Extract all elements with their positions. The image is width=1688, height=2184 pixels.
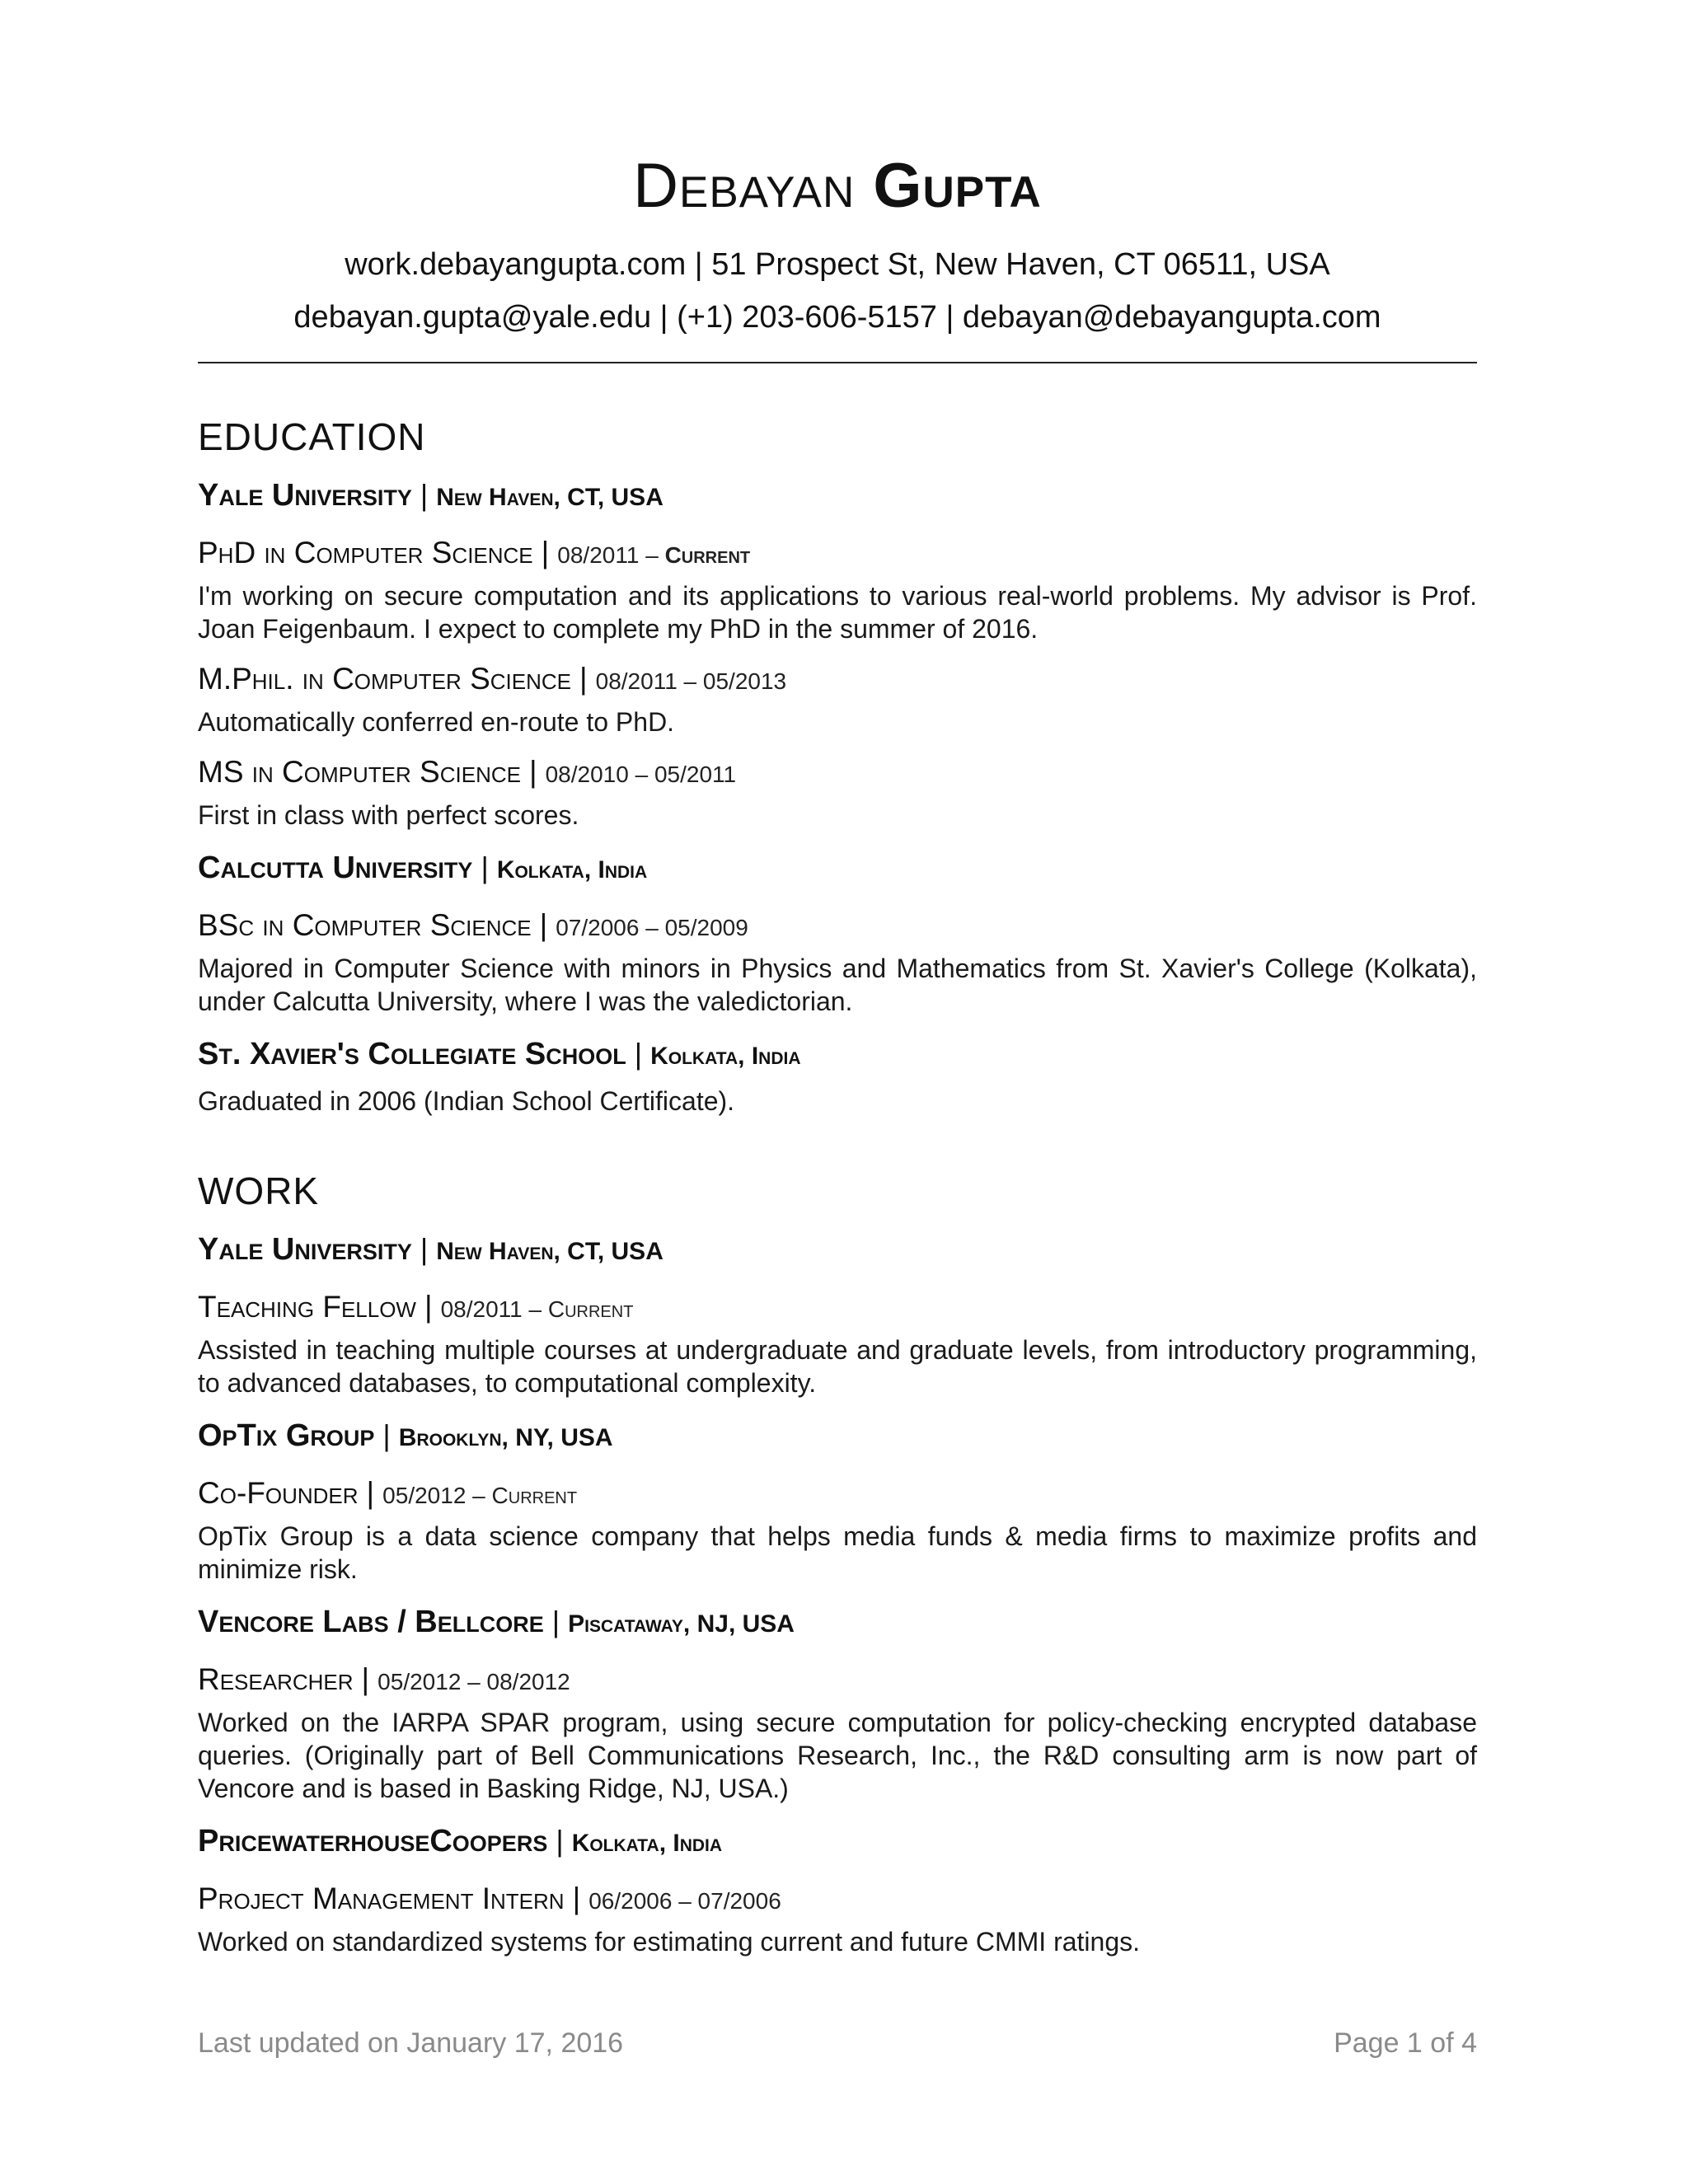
job-dates: 08/2011 – Current: [440, 1296, 634, 1323]
degree-description: First in class with perfect scores.: [198, 800, 579, 831]
job-title: Researcher: [198, 1662, 354, 1697]
first-name: Debayan: [633, 151, 856, 221]
job-description: Assisted in teaching multiple courses at undergraduate and graduate levels, from introductory programming, to advanced databases, to computational complexity.: [198, 1335, 1477, 1399]
contact-info: [198, 238, 1477, 344]
org-name: Yale University: [198, 1232, 412, 1268]
last-name: Gupta: [873, 151, 1042, 221]
contact-line-1: work.debayangupta.com | 51 Prospect St, New Haven, CT 06511, USA: [345, 247, 1330, 283]
org-heading: Yale University | New Haven, CT, USA: [198, 1232, 663, 1268]
degree-dates: 08/2010 – 05/2011: [545, 762, 737, 788]
job-description: OpTix Group is a data science company that helps media funds & media firms to maximize profits and minimize risk.: [198, 1521, 1477, 1585]
org-heading: Vencore Labs / Bellcore | Piscataway, NJ, USA: [198, 1605, 795, 1640]
degree-title: MS in Computer Science: [198, 755, 521, 790]
org-location: Kolkata, India: [650, 1043, 801, 1071]
degree-dates: 08/2011 – Current: [557, 542, 751, 569]
org-location: Piscataway, NJ, USA: [568, 1610, 795, 1638]
org-heading: OpTix Group | Brooklyn, NY, USA: [198, 1418, 613, 1454]
job-description: Worked on the IARPA SPAR program, using secure computation for policy-checking encrypted database queries. (Originally part of Bell Communications Research, Inc., the R&D consulting arm is now part of Vencore and is based in Basking Ridge, NJ, USA.): [198, 1708, 1477, 1804]
degree-description: Automatically conferred en-route to PhD.: [198, 707, 675, 738]
degree-title: BSc in Computer Science: [198, 908, 532, 943]
job-dates: 05/2012 – 08/2012: [377, 1669, 570, 1695]
degree-description: Majored in Computer Science with minors in Physics and Mathematics from St. Xavier's College (Kolkata), under Calcutta University, where I was the valedictorian.: [198, 954, 1477, 1017]
work-heading: WORK: [198, 1169, 320, 1213]
org-heading: PricewaterhouseCoopers | Kolkata, India: [198, 1824, 723, 1859]
degree-dates: 08/2011 – 05/2013: [595, 668, 787, 695]
org-name: Yale University: [198, 478, 412, 513]
resume-name: [198, 148, 1477, 223]
org-location: New Haven, CT, USA: [436, 484, 663, 512]
job-dates: 05/2012 – Current: [382, 1483, 578, 1509]
resume-page: [198, 148, 1477, 1963]
job-heading: Teaching Fellow | 08/2011 – Current: [198, 1290, 634, 1324]
degree-heading: BSc in Computer Science | 07/2006 – 05/2009: [198, 908, 748, 943]
job-description: Worked on standardized systems for estimating current and future CMMI ratings.: [198, 1927, 1140, 1957]
degree-heading: PhD in Computer Science | 08/2011 – Current: [198, 536, 751, 570]
job-title: Co-Founder: [198, 1476, 359, 1511]
last-updated: Last updated on January 17, 2016: [198, 2027, 624, 2059]
org-location: New Haven, CT, USA: [436, 1238, 663, 1266]
page-footer: [198, 2027, 1477, 2060]
org-name: Calcutta University: [198, 851, 473, 886]
degree-title: M.Phil. in Computer Science: [198, 662, 571, 696]
job-heading: Researcher | 05/2012 – 08/2012: [198, 1662, 570, 1697]
degree-description: I'm working on secure computation and its applications to various real-world problems. My advisor is Prof. Joan Feigenbaum. I expect to complete my PhD in the summer of 2016.: [198, 581, 1477, 644]
job-heading: Project Management Intern | 06/2006 – 07/2006: [198, 1882, 781, 1916]
degree-heading: M.Phil. in Computer Science | 08/2011 – 05/2013: [198, 662, 787, 696]
org-name: OpTix Group: [198, 1418, 375, 1454]
org-heading: St. Xavier's Collegiate School | Kolkata, India: [198, 1037, 801, 1072]
org-heading: Calcutta University | Kolkata, India: [198, 851, 648, 886]
job-title: Teaching Fellow: [198, 1290, 416, 1324]
job-heading: Co-Founder | 05/2012 – Current: [198, 1476, 578, 1511]
org-name: PricewaterhouseCoopers: [198, 1824, 548, 1859]
degree-title: PhD in Computer Science: [198, 536, 533, 570]
org-name: St. Xavier's Collegiate School: [198, 1037, 626, 1072]
header-divider: [198, 362, 1477, 363]
job-dates: 06/2006 – 07/2006: [588, 1888, 781, 1915]
page-number: Page 1 of 4: [1334, 2027, 1477, 2059]
org-heading: Yale University | New Haven, CT, USA: [198, 478, 663, 513]
org-location: Brooklyn, NY, USA: [398, 1424, 613, 1452]
school-description: Graduated in 2006 (Indian School Certificate).: [198, 1086, 735, 1117]
degree-dates: 07/2006 – 05/2009: [556, 915, 748, 941]
contact-line-2: debayan.gupta@yale.edu | (+1) 203-606-5157 | debayan@debayangupta.com: [293, 300, 1381, 335]
job-title: Project Management Intern: [198, 1882, 565, 1916]
education-heading: EDUCATION: [198, 415, 426, 459]
org-name: Vencore Labs / Bellcore: [198, 1605, 544, 1640]
org-location: Kolkata, India: [571, 1830, 723, 1858]
degree-heading: MS in Computer Science | 08/2010 – 05/2011: [198, 755, 737, 790]
org-location: Kolkata, India: [496, 856, 648, 884]
